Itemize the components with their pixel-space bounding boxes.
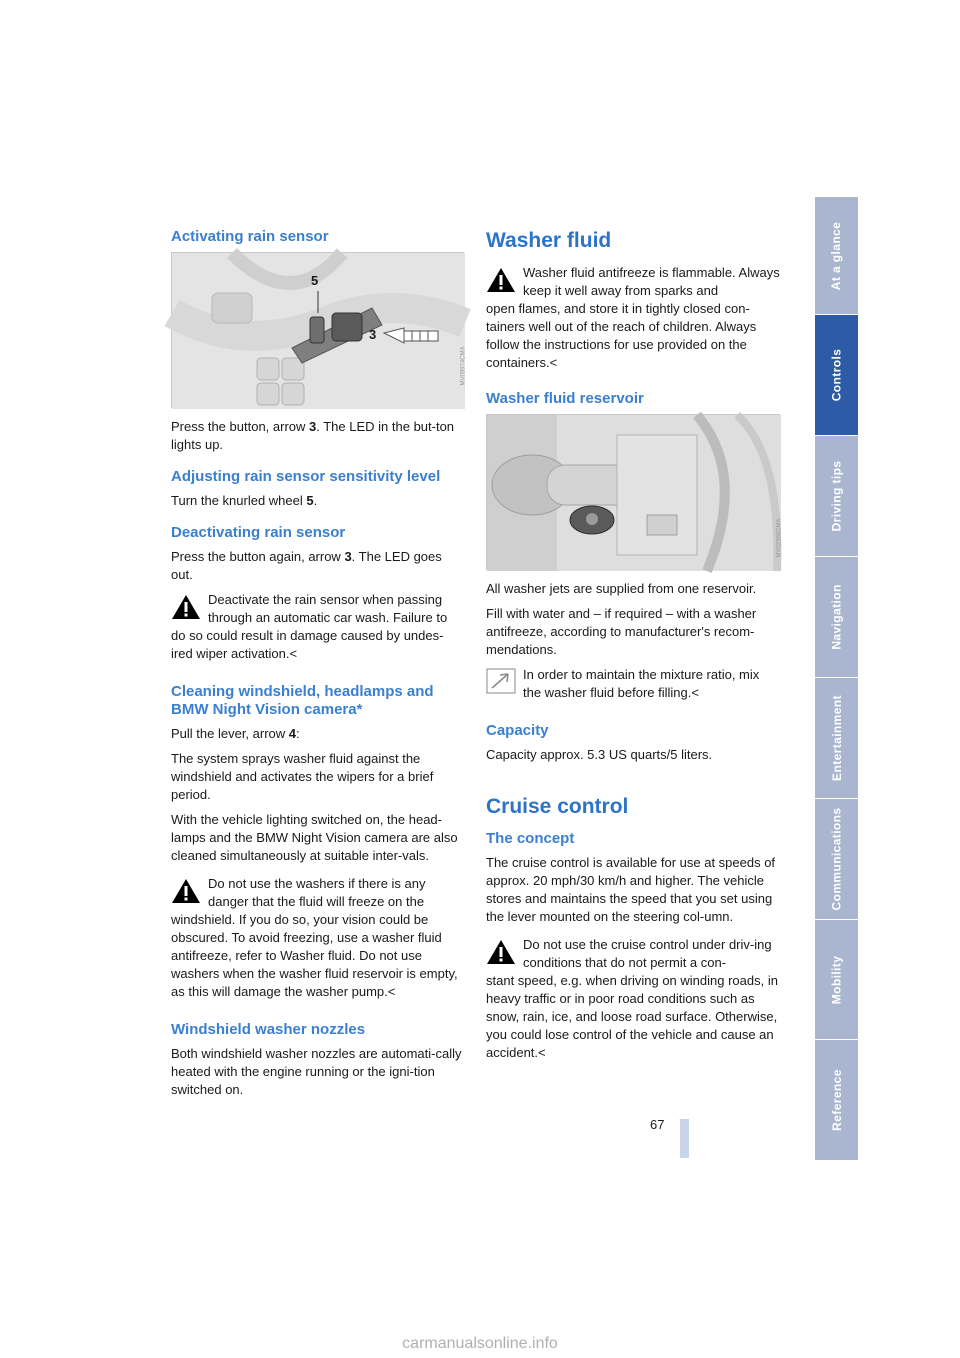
warning-flammable [486,264,780,372]
tab-mobility[interactable] [815,920,858,1040]
tab-entertainment[interactable] [815,678,858,799]
paragraph-turn-wheel [171,492,464,510]
heading-washer-fluid: Washer fluid [486,229,612,252]
wheel-number: 5 [306,493,314,508]
arrow-number: 3 [344,549,352,564]
paragraph-press-button [171,418,464,454]
rain-sensor-figure [171,252,467,408]
paragraph-lighting-on: With the vehicle lighting switched on, the head-lamps and the BMW Night Vision camera are also cleaned simultaneously at suitable inter-vals. [171,812,458,863]
warning-text-lead: Washer fluid antifreeze is flammable. Always keep it well away from sparks and [523,265,780,298]
text: Press the button, arrow [171,419,310,434]
tab-label: Entertainment [829,695,844,781]
heading-adjusting-sensitivity: Adjusting rain sensor sensitivity level [171,468,441,485]
tab-label: Controls [829,348,844,402]
paragraph-concept: The cruise control is available for use at speeds of approx. 20 mph/30 km/h and higher. The vehicle stores and maintains the speed that you set using the lever mounted on the steering col-umn. [486,855,776,924]
note-arrow-icon [486,668,516,694]
tab-controls[interactable] [815,315,858,436]
tab-label: At a glance [829,221,844,290]
tab-label: Reference [829,1069,844,1131]
paragraph-capacity: Capacity approx. 5.3 US quarts/5 liters. [486,747,713,762]
heading-the-concept: The concept [486,830,575,847]
watermark: carmanualsonline.info [402,1335,558,1352]
warning-triangle-icon [486,267,516,293]
paragraph-pull-lever [171,725,464,743]
tab-reference[interactable] [815,1040,858,1160]
text: Pull the lever, arrow [171,726,289,741]
warning-car-wash [171,591,464,663]
warning-triangle-icon [486,939,516,965]
warning-text-lead: Do not use the cruise control under driv-ing conditions that do not permit a con- [523,937,772,970]
tab-label: Communications [829,807,844,911]
heading-washer-fluid-reservoir: Washer fluid reservoir [486,390,644,407]
tab-navigation[interactable] [815,557,858,678]
heading-washer-nozzles: Windshield washer nozzles [171,1021,366,1038]
heading-activating-rain-sensor: Activating rain sensor [171,228,329,245]
paragraph-press-again [171,548,464,584]
heading-deactivating-rain-sensor: Deactivating rain sensor [171,524,346,541]
paragraph-system-sprays: The system sprays washer fluid against the windshield and activates the wipers for a brief period. [171,751,434,802]
tab-driving-tips[interactable] [815,436,858,557]
text: . The LED goes out. [171,549,442,582]
text: . [313,493,318,508]
figure-callout-5: 5 [311,273,319,288]
heading-cleaning-windshield: Cleaning windshield, headlamps and BMW Night Vision camera* [171,683,434,718]
right-column [486,228,783,1072]
text: : [296,726,300,741]
tab-communications[interactable] [815,799,858,920]
figure-callout-3: 3 [369,327,377,342]
steering-column-lever-illustration [172,253,465,409]
tab-label: Navigation [829,584,844,650]
tab-label: Mobility [829,955,844,1004]
warning-text-rest: windshield. If you do so, your vision could be obscured. To avoid freezing, use a washer fluid antifreeze, refer to Washer fluid. Do not use washers when the washer fluid reservoir is empty, as this will damage the washer pump.< [171,912,458,999]
text: Turn the knurled wheel [171,493,307,508]
heading-cruise-control: Cruise control [486,795,629,818]
warning-text-rest: stant speed, e.g. when driving on winding roads, in heavy traffic or in poor road conditions such as snow, rain, ice, and loose road surface. Otherwise, you could lose control of the vehicle and cause an accident.< [486,973,778,1060]
chapter-sidebar [815,197,858,1160]
text: . The LED in the but-ton lights up. [171,419,455,452]
warning-text-lead: Do not use the washers if there is any danger that the fluid will freeze on the [208,876,426,909]
warning-freezing [171,875,464,1001]
left-column [171,228,467,1106]
tab-label: Driving tips [829,460,844,532]
arrow-number: 3 [309,419,317,434]
paragraph-fill-water: Fill with water and – if required – with a washer antifreeze, according to manufacturer's recom-mendations. [486,606,757,657]
warning-triangle-icon [171,878,201,904]
warning-triangle-icon [171,594,201,620]
tab-at-a-glance[interactable] [815,197,858,315]
page-number-marker [680,1119,689,1158]
page-number: 67 [650,1117,665,1132]
paragraph-washer-jets: All washer jets are supplied from one reservoir. [486,581,757,596]
warning-text-rest: do so could result in damage caused by undes-ired wiper activation.< [171,628,444,661]
paragraph-nozzles-heated: Both windshield washer nozzles are automati-cally heated with the engine running or the igni-tion switched on. [171,1046,462,1097]
warning-text-rest: open flames, and store it in tightly closed con-tainers well out of the reach of children. Always follow the instructions for use provided on the containers.< [486,301,757,370]
warning-text-lead: Deactivate the rain sensor when passing through an automatic car wash. Failure to [208,592,448,625]
warning-cruise-conditions [486,936,780,1062]
reservoir-figure [486,414,783,570]
arrow-number: 4 [288,726,297,741]
heading-capacity: Capacity [486,722,549,739]
figure-code: MV09974CMA [460,346,467,386]
engine-bay-illustration [487,415,781,571]
figure-code: MV02366CMA [776,518,783,558]
text: Press the button again, arrow [171,549,345,564]
note-text: In order to maintain the mixture ratio, mix the washer fluid before filling.< [523,667,760,700]
note-mixture-ratio [486,666,780,702]
